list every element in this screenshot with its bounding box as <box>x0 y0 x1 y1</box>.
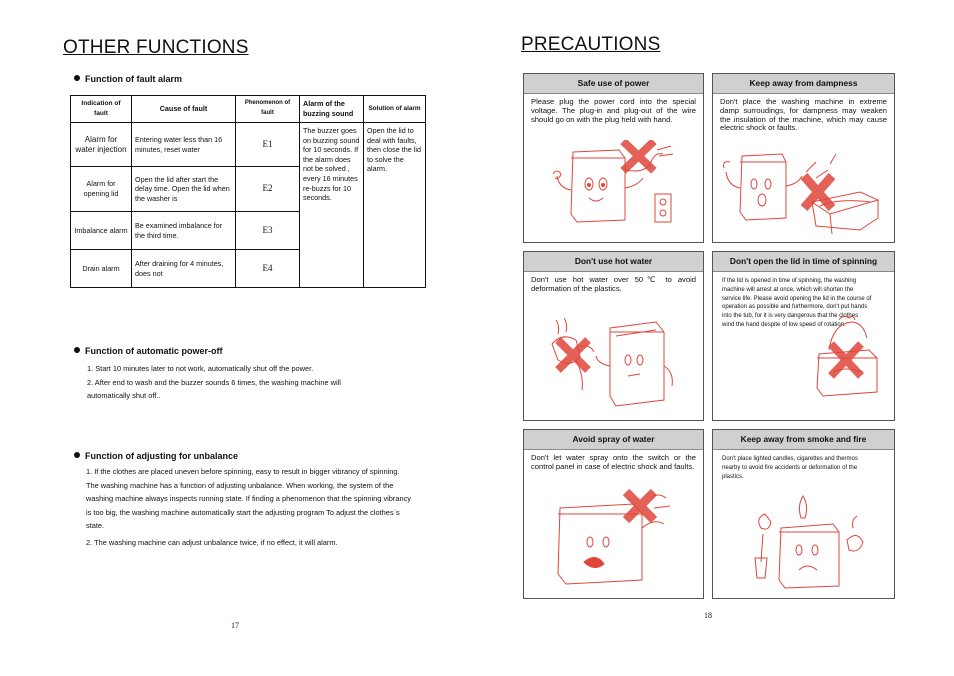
precaution-box-water-spray <box>523 429 704 599</box>
section-heading-unbalance <box>74 451 238 461</box>
no-entry-cross-icon <box>831 344 861 376</box>
power-off-text <box>87 362 417 403</box>
cell-code: E4 <box>236 250 300 288</box>
section-heading-fault-alarm <box>74 74 182 84</box>
lid-spinning-illustration <box>809 314 889 404</box>
paragraph-line: 2. The washing machine can adjust unbalance twice, if no effect, it will alarm. <box>86 537 338 547</box>
precaution-box-dampness <box>712 73 895 243</box>
washing-machine-plug-illustration <box>551 140 676 232</box>
cell-cause: After draining for 4 minutes, does not <box>132 250 236 288</box>
paragraph-line: automatically shut off.. <box>87 391 161 401</box>
bullet-icon <box>74 75 80 81</box>
page-number-right: 18 <box>704 611 712 620</box>
precaution-box-smoke-fire <box>712 429 895 599</box>
table-header-row <box>71 96 426 123</box>
precaution-box-lid-spinning <box>712 251 895 421</box>
heading-text: Function of adjusting for unbalance <box>85 451 238 461</box>
cell-solution: Open the lid to deal with faults, then close the lid to solve the alarm. <box>364 123 426 288</box>
box-header: Avoid spray of water <box>524 430 703 450</box>
cell-buzzing: The buzzer goes on buzzing sound for 10 seconds. If the alarm does not be solved , every 16 minutes re-buzzs for 10 seconds. <box>300 123 364 288</box>
unbalance-text <box>86 465 431 550</box>
box-text-content: If the lid is opened in time of spinning, the washing machine will arrest at once, which will shorten the service life. Please avoid opening the lid in the course of operation as possible and furthermore, don't put hands into the tub, for it is very dangerous that the clothes wind the hand despite of low speed of rotation. <box>722 278 872 328</box>
paragraph-line: 2. After end to wash and the buzzer sounds 6 times, the washing machine will <box>87 377 341 387</box>
cell-code: E3 <box>236 212 300 250</box>
box-text: Don't use hot water over 50℃ to avoid deformation of the plastics. <box>531 275 696 293</box>
box-header: Keep away from smoke and fire <box>713 430 894 450</box>
page-title-right: PRECAUTIONS <box>521 34 661 55</box>
paragraph-line: The washing machine has a function of adjusting unbalance. When working, the system of the <box>86 480 394 490</box>
box-header: Safe use of power <box>524 74 703 94</box>
paragraph-line: state. <box>86 521 105 531</box>
paragraph-line: 1. Start 10 minutes later to not work, automatically shut off the power. <box>87 364 314 373</box>
cell-indication: Alarm for water injection <box>71 123 132 167</box>
box-text: Don't let water spray onto the switch or the control panel in case of electric shock and faults. <box>531 453 696 471</box>
header-buzzing: Alarm of the buzzing sound <box>300 96 364 123</box>
paragraph-line: is too big, the washing machine automatically start the adjusting program To adjust the clothes`s <box>86 507 400 517</box>
box-header: Keep away from dampness <box>713 74 894 94</box>
header-indication: Indication of fault <box>71 96 132 123</box>
cell-cause: Open the lid after start the delay time. Open the lid when the washer is <box>132 167 236 212</box>
no-entry-cross-icon <box>804 176 832 208</box>
box-text-content: Don't place lighted candles, cigarettes and thermos nearby to avoid fire accidents or deformation of the plastics. <box>722 456 858 480</box>
box-text: Please plug the power cord into the special voltage. The plug-in and plug-out of the wire should go on with the plug held with hand. <box>531 97 696 124</box>
box-text: Don't place the washing machine in extreme damp surroudings, for dampness may weaken the insulation of the machine, which may cause electric shock or faults. <box>720 97 887 133</box>
no-entry-cross-icon <box>626 144 651 168</box>
table-row <box>71 123 426 167</box>
box-header: Don't use hot water <box>524 252 703 272</box>
cell-code: E2 <box>236 167 300 212</box>
washing-machine-damp-illustration <box>720 142 885 237</box>
paragraph-line: 1. If the clothes are placed uneven before spinning, easy to result in bigger vibrancy of spinning. <box>86 467 400 476</box>
heading-text: Function of automatic power-off <box>85 346 223 356</box>
box-text <box>713 450 894 481</box>
precaution-box-power <box>523 73 704 243</box>
section-heading-power-off <box>74 346 223 356</box>
box-header: Don't open the lid in time of spinning <box>713 252 894 272</box>
heading-text: Function of fault alarm <box>85 74 183 84</box>
header-cause: Cause of fault <box>132 96 236 123</box>
water-spray-illustration <box>554 488 674 588</box>
cell-indication: Imbalance alarm <box>71 212 132 250</box>
paragraph-line: washing machine always inspects running state. If finding a phenomenon that the spinning vibrancy <box>86 494 411 504</box>
precaution-box-hot-water <box>523 251 704 421</box>
no-entry-cross-icon <box>558 340 588 370</box>
smoke-fire-illustration <box>741 488 871 593</box>
no-entry-cross-icon <box>626 492 654 520</box>
bullet-icon <box>74 347 80 353</box>
cell-indication: Drain alarm <box>71 250 132 288</box>
hot-water-illustration <box>544 316 684 416</box>
cell-cause: Entering water less than 16 minutes, reset water <box>132 123 236 167</box>
cell-cause: Be examined imbalance for the third time. <box>132 212 236 250</box>
page-number-left: 17 <box>231 621 239 630</box>
bullet-icon <box>74 452 80 458</box>
header-phenomenon: Phenomenon of fault <box>236 96 300 123</box>
cell-code: E1 <box>236 123 300 167</box>
cell-indication: Alarm for opening lid <box>71 167 132 212</box>
header-solution: Solution of alarm <box>364 96 426 123</box>
page-title-left: OTHER FUNCTIONS <box>63 37 249 58</box>
fault-alarm-table <box>70 95 426 288</box>
